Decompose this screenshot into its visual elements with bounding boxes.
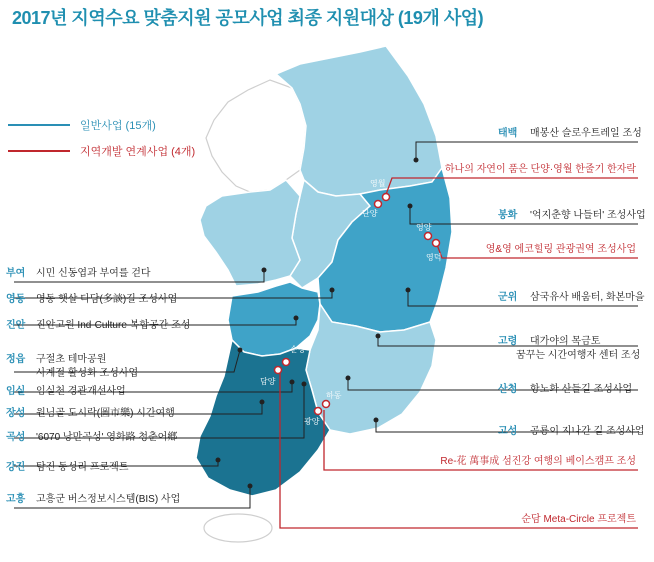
city-sunchang: 순창 [290, 345, 306, 354]
dot-yeongdong [330, 288, 335, 293]
project-goseong: 공룡이 지나간 길 조성사업 [530, 426, 645, 437]
project-gangjin: 탐진 동성리 프로젝트 [36, 462, 129, 473]
region-label-jinan: 진안 [6, 320, 26, 331]
marker-yeongyang [425, 233, 432, 240]
region-label-imsil: 임실 [6, 386, 26, 397]
project-jinan: 진안고원 Ind-Culture 복합공간 조성 [36, 320, 191, 331]
dot-buyeo [262, 268, 267, 273]
project-sancheong: 항노화 산들길 조성사업 [530, 384, 633, 395]
project-imsil: 임실천 경관개선사업 [36, 386, 126, 397]
region-label-goheung: 고흥 [6, 494, 26, 505]
city-damyang: 담양 [260, 377, 276, 386]
marker-yeongwol [383, 194, 390, 201]
region-jeonbuk [228, 282, 320, 356]
marker-danyang [375, 201, 382, 208]
marker-gwangyang [315, 408, 322, 415]
dot-jinan [294, 316, 299, 321]
city-yeongdeok: 영덕 [426, 253, 442, 262]
region-label-sancheong: 산청 [498, 384, 518, 395]
page-title: 2017년 지역수요 맞춤지원 공모사업 최종 지원대상 (19개 사업) [12, 8, 484, 28]
project-taebaek: 매봉산 슬로우트레일 조성 [530, 128, 642, 139]
region-label-jangseong: 장성 [6, 408, 26, 419]
legend-general-label: 일반사업 (15개) [80, 120, 156, 132]
marker-sunchang [283, 359, 290, 366]
project-sunchang-damyang: 순담 Meta-Circle 프로젝트 [521, 514, 636, 525]
leader-taebaek [416, 142, 638, 160]
region-label-jeongeup: 정읍 [6, 354, 26, 365]
project-yeongdong: 영동 햇살 다담(多談)길 조성사업 [36, 294, 178, 305]
region-label-gokseong: 곡성 [6, 432, 26, 443]
project-yeongyang-yeongdeok: 영&영 에코힐링 관광권역 조성사업 [485, 244, 636, 255]
dot-jeongeup [238, 348, 243, 353]
dot-goryeong [376, 334, 381, 339]
dot-sancheong [346, 376, 351, 381]
region-label-goryeong: 고령 [498, 336, 518, 347]
project-jeongeup-2: 사계절 활성화 조성사업 [36, 368, 139, 379]
region-label-taebaek: 태백 [498, 128, 518, 139]
city-yeongyang: 영양 [416, 223, 432, 232]
marker-damyang [275, 367, 282, 374]
dot-goheung [248, 484, 253, 489]
region-chungnam [200, 180, 300, 286]
project-goryeong-1: 대가야의 목금토 [530, 336, 601, 347]
project-hadong-gwangyang: Re-花 萬事成 섬진강 여행의 베이스캠프 조성 [440, 456, 636, 467]
city-yeongwol: 영월 [370, 179, 386, 188]
region-label-yeongdong: 영동 [6, 294, 26, 305]
project-jeongeup-1: 구절초 테마공원 [36, 354, 107, 365]
region-label-goseong: 고성 [498, 426, 518, 437]
dot-gokseong [302, 382, 307, 387]
dot-bonghwa [408, 204, 413, 209]
dot-gangjin [216, 458, 221, 463]
region-label-gunwi: 군위 [498, 292, 518, 303]
project-gunwi: 삼국유사 배움터, 화본마을 [530, 292, 645, 303]
city-gwangyang: 광양 [304, 417, 320, 426]
dot-jangseong [260, 400, 265, 405]
dot-taebaek [414, 158, 419, 163]
marker-yeongdeok [433, 240, 440, 247]
project-jangseong: 원님골 도시락(圖市樂) 시간여행 [36, 408, 175, 419]
region-label-gangjin: 강진 [6, 462, 26, 473]
project-gokseong: '6070 낭만곡성' 영화路 청춘어鄕 [36, 432, 178, 443]
project-bonghwa: '억지춘향 나들터' 조성사업 [530, 210, 646, 221]
region-jeju [204, 514, 272, 542]
legend-linked-label: 지역개발 연계사업 (4개) [80, 146, 196, 158]
project-goryeong-2: 꿈꾸는 시간여행자 센터 조성 [516, 350, 641, 361]
project-buyeo: 시민 신동엽과 부여를 걷다 [36, 268, 151, 279]
region-label-bonghwa: 봉화 [498, 210, 518, 221]
project-goheung: 고흥군 버스정보시스템(BIS) 사업 [36, 494, 181, 505]
dot-goseong [374, 418, 379, 423]
marker-hadong [323, 401, 330, 408]
project-danyang-yeongwol: 하나의 자연이 품은 단양·영월 한줄기 한자락 [444, 164, 636, 175]
dot-imsil [290, 380, 295, 385]
city-hadong: 하동 [326, 391, 342, 400]
dot-gunwi [406, 288, 411, 293]
region-label-buyeo: 부여 [6, 268, 26, 279]
city-danyang: 단양 [362, 209, 378, 218]
region-gyeonggi [206, 80, 306, 192]
